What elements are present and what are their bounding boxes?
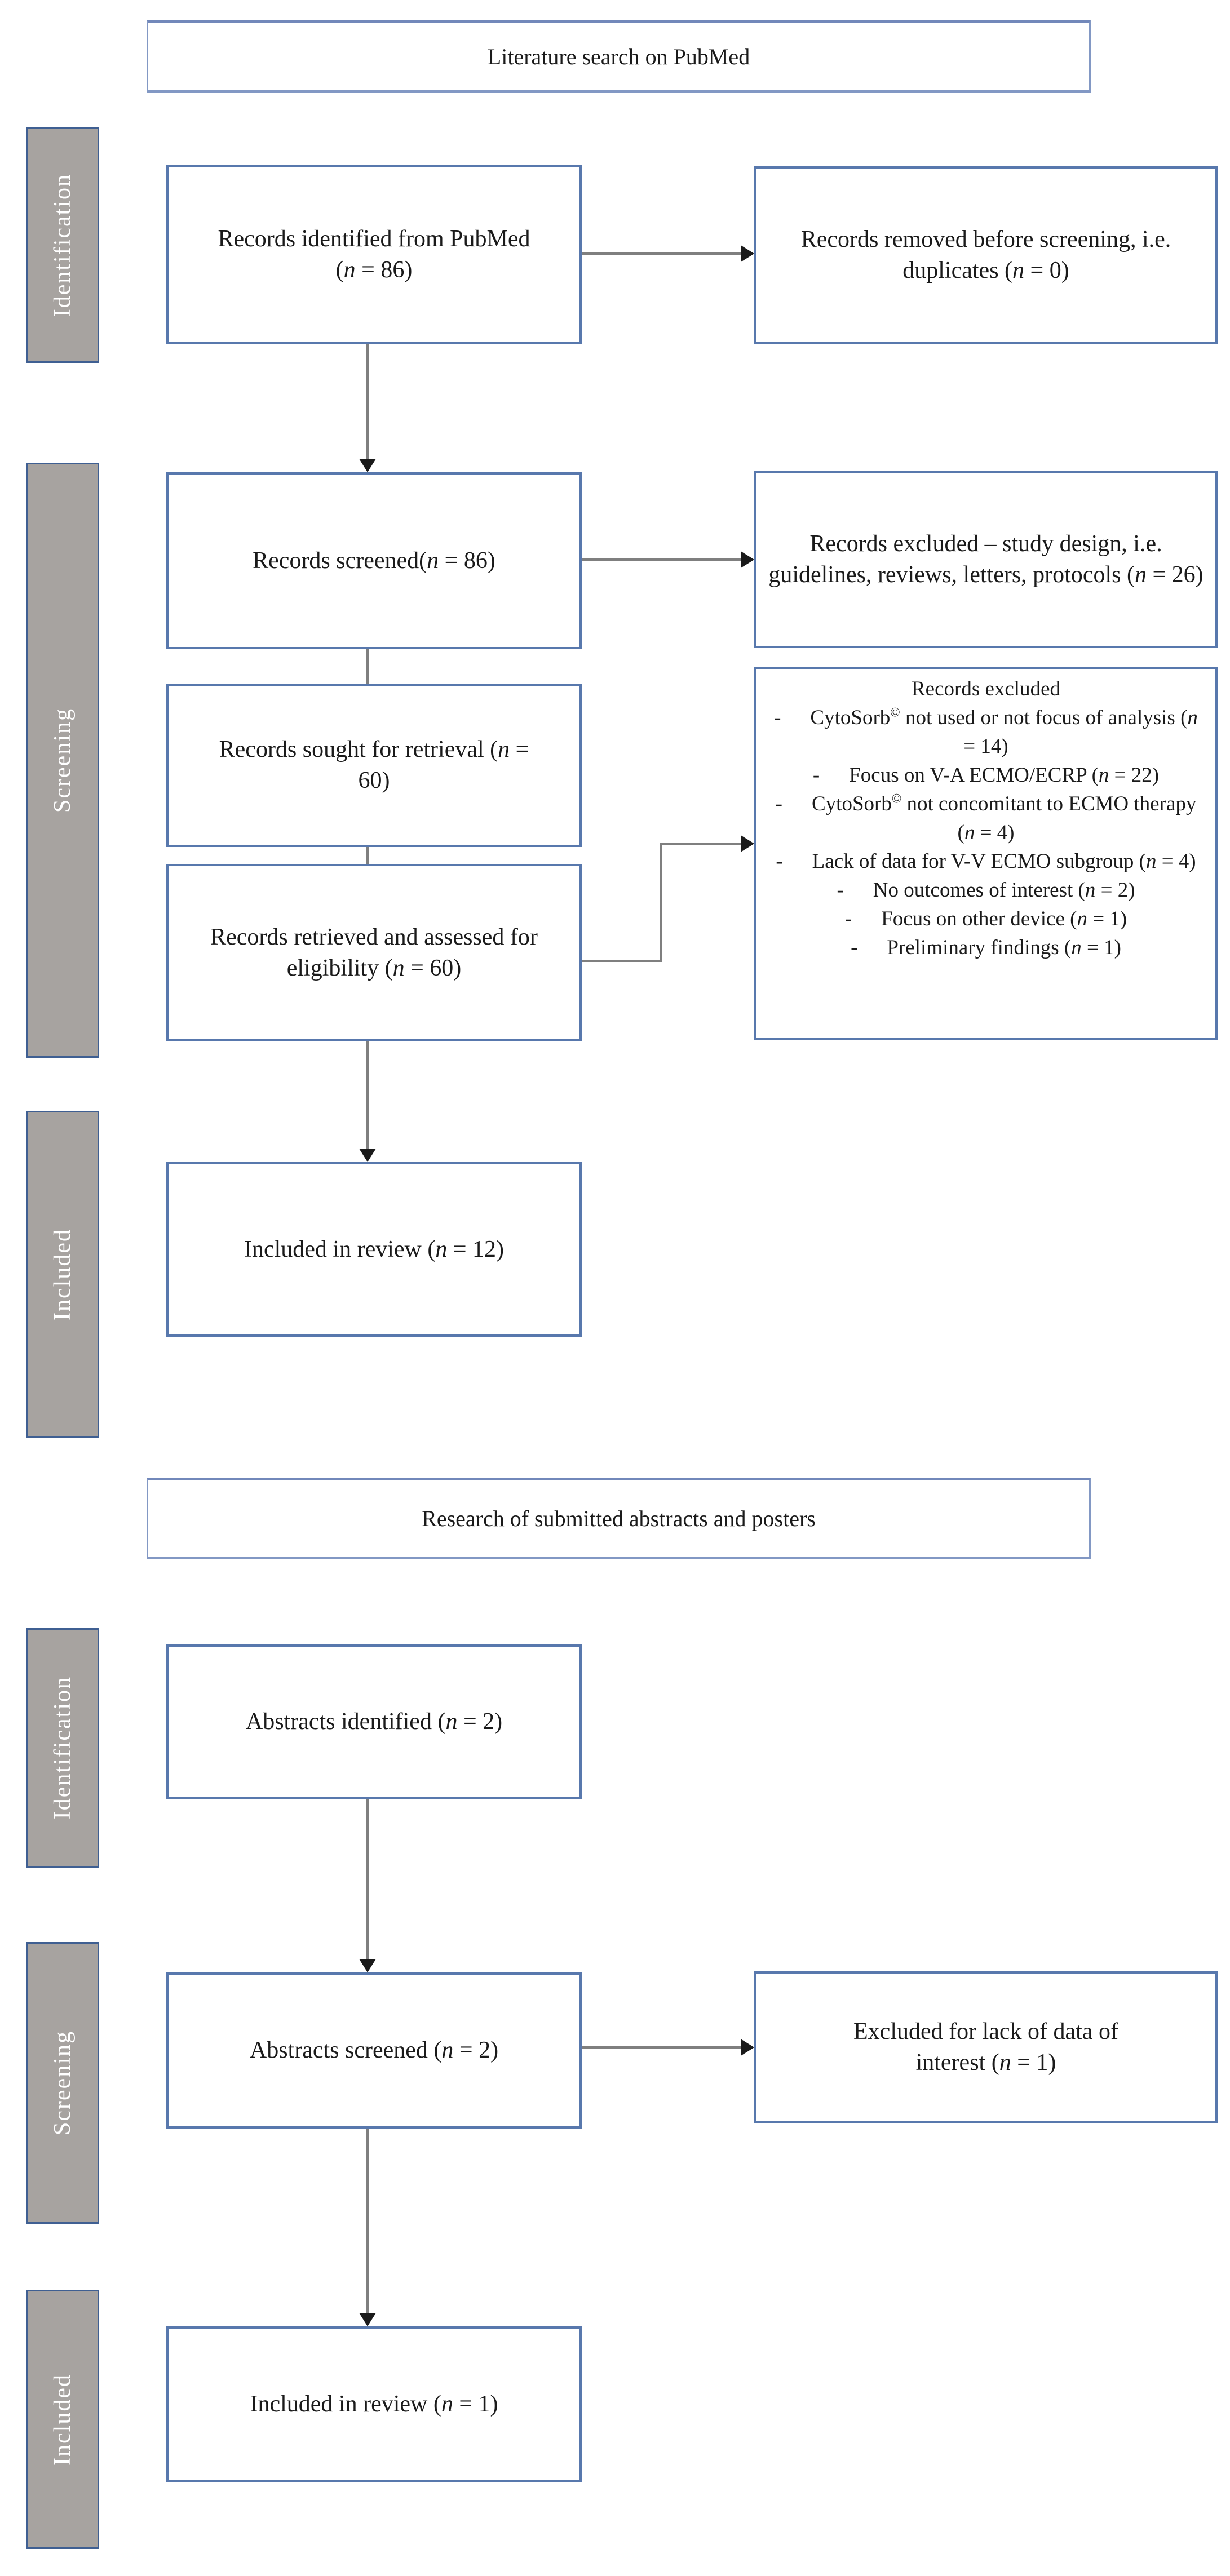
box-records-screened — [166, 472, 582, 649]
stage-screening-1-label: Screening — [50, 708, 76, 813]
box-records-retrieved-text: Records retrieved and assessed for eligibility (n = 60) — [210, 924, 538, 981]
excluded-reason-item: - No outcomes of interest (n = 2) — [767, 876, 1205, 905]
bullet-dash: - — [776, 850, 783, 874]
box-records-screened-text: Records screened(n = 86) — [253, 547, 495, 574]
box-records-sought-text: Records sought for retrieval (n = 60) — [219, 737, 529, 793]
arrowhead-icon — [741, 551, 754, 568]
stage-included-2 — [26, 2290, 99, 2549]
excluded-reason-item: - Focus on other device (n = 1) — [767, 905, 1205, 933]
bullet-dash: - — [812, 764, 820, 787]
stage-identification-1-label: Identification — [50, 173, 76, 317]
arrowhead-icon — [741, 2039, 754, 2056]
box-records-identified — [166, 165, 582, 344]
stage-included-1 — [26, 1111, 99, 1438]
arrowhead-icon — [359, 1149, 376, 1162]
connector-retrieved-elbow-b — [660, 843, 662, 962]
stage-identification-1 — [26, 127, 99, 363]
box-abstracts-excluded — [754, 1971, 1218, 2123]
stage-identification-2-label: Identification — [50, 1676, 76, 1820]
excluded-reason-item: - Preliminary findings (n = 1) — [767, 933, 1205, 962]
excluded-reasons-heading: Records excluded — [911, 677, 1061, 700]
box-records-removed — [754, 166, 1218, 344]
stage-screening-2-label: Screening — [50, 2030, 76, 2135]
box-included-review-12 — [166, 1162, 582, 1337]
excluded-reason-item: - CytoSorb© not used or not focus of analysis (n = 14) — [767, 703, 1205, 761]
connector-screened-to-sought — [366, 649, 369, 684]
bullet-dash: - — [775, 792, 782, 816]
box-records-removed-text: Records removed before screening, i.e. duplicates (n = 0) — [800, 226, 1171, 283]
bullet-dash: - — [851, 936, 858, 960]
box-records-excluded-design — [754, 471, 1218, 648]
stage-included-2-label: Included — [50, 2373, 76, 2466]
stage-identification-2 — [26, 1628, 99, 1868]
box-abstracts-identified — [166, 1644, 582, 1799]
box-abstracts-identified-text: Abstracts identified (n = 2) — [245, 1709, 503, 1735]
connector-retrieved-elbow-c — [660, 843, 741, 845]
connector-abstracts-screened-to-excluded — [582, 2046, 741, 2049]
connector-identified-to-removed — [582, 252, 741, 255]
box-abstracts-excluded-text: Excluded for lack of data of interest (n = 1) — [853, 2019, 1118, 2076]
box-records-excluded-reasons — [754, 667, 1218, 1040]
bullet-dash: - — [774, 706, 781, 730]
connector-retrieved-to-included — [366, 1041, 369, 1150]
section1-title: Literature search on PubMed — [487, 43, 750, 69]
arrowhead-icon — [741, 835, 754, 852]
excluded-reason-item: - CytoSorb© not concomitant to ECMO therapy (n = 4) — [767, 790, 1205, 847]
excluded-reason-item: - Lack of data for V-V ECMO subgroup (n = 4) — [767, 847, 1205, 876]
arrowhead-icon — [359, 459, 376, 472]
box-records-retrieved — [166, 864, 582, 1041]
stage-screening-1 — [26, 463, 99, 1058]
box-included-review-1-text: Included in review (n = 1) — [250, 2391, 498, 2418]
connector-abstracts-screened-to-included — [366, 2129, 369, 2313]
arrowhead-icon — [359, 2313, 376, 2326]
connector-identified-to-screened — [366, 344, 369, 459]
connector-retrieved-elbow-a — [582, 960, 662, 962]
bullet-dash: - — [837, 879, 844, 902]
box-records-excluded-design-text: Records excluded – study design, i.e. guidelines, reviews, letters, protocols (n = 26) — [768, 530, 1204, 588]
box-records-identified-text: Records identified from PubMed (n = 86) — [218, 225, 530, 283]
arrowhead-icon — [359, 1959, 376, 1972]
box-abstracts-screened-text: Abstracts screened (n = 2) — [249, 2037, 499, 2064]
connector-abstracts-identified-to-screened — [366, 1799, 369, 1959]
section2-title: Research of submitted abstracts and posters — [422, 1506, 816, 1531]
connector-screened-to-excluded — [582, 558, 741, 561]
section2-title-box — [147, 1478, 1091, 1559]
excluded-reason-item: - Focus on V-A ECMO/ECRP (n = 22) — [767, 761, 1205, 790]
arrowhead-icon — [741, 245, 754, 262]
box-included-review-12-text: Included in review (n = 12) — [244, 1236, 505, 1262]
box-included-review-1 — [166, 2326, 582, 2482]
connector-sought-to-retrieved — [366, 847, 369, 864]
section1-title-box — [147, 20, 1091, 93]
stage-included-1-label: Included — [50, 1228, 76, 1320]
box-records-sought — [166, 684, 582, 847]
bullet-dash: - — [844, 907, 852, 931]
stage-screening-2 — [26, 1942, 99, 2224]
box-abstracts-screened — [166, 1972, 582, 2129]
